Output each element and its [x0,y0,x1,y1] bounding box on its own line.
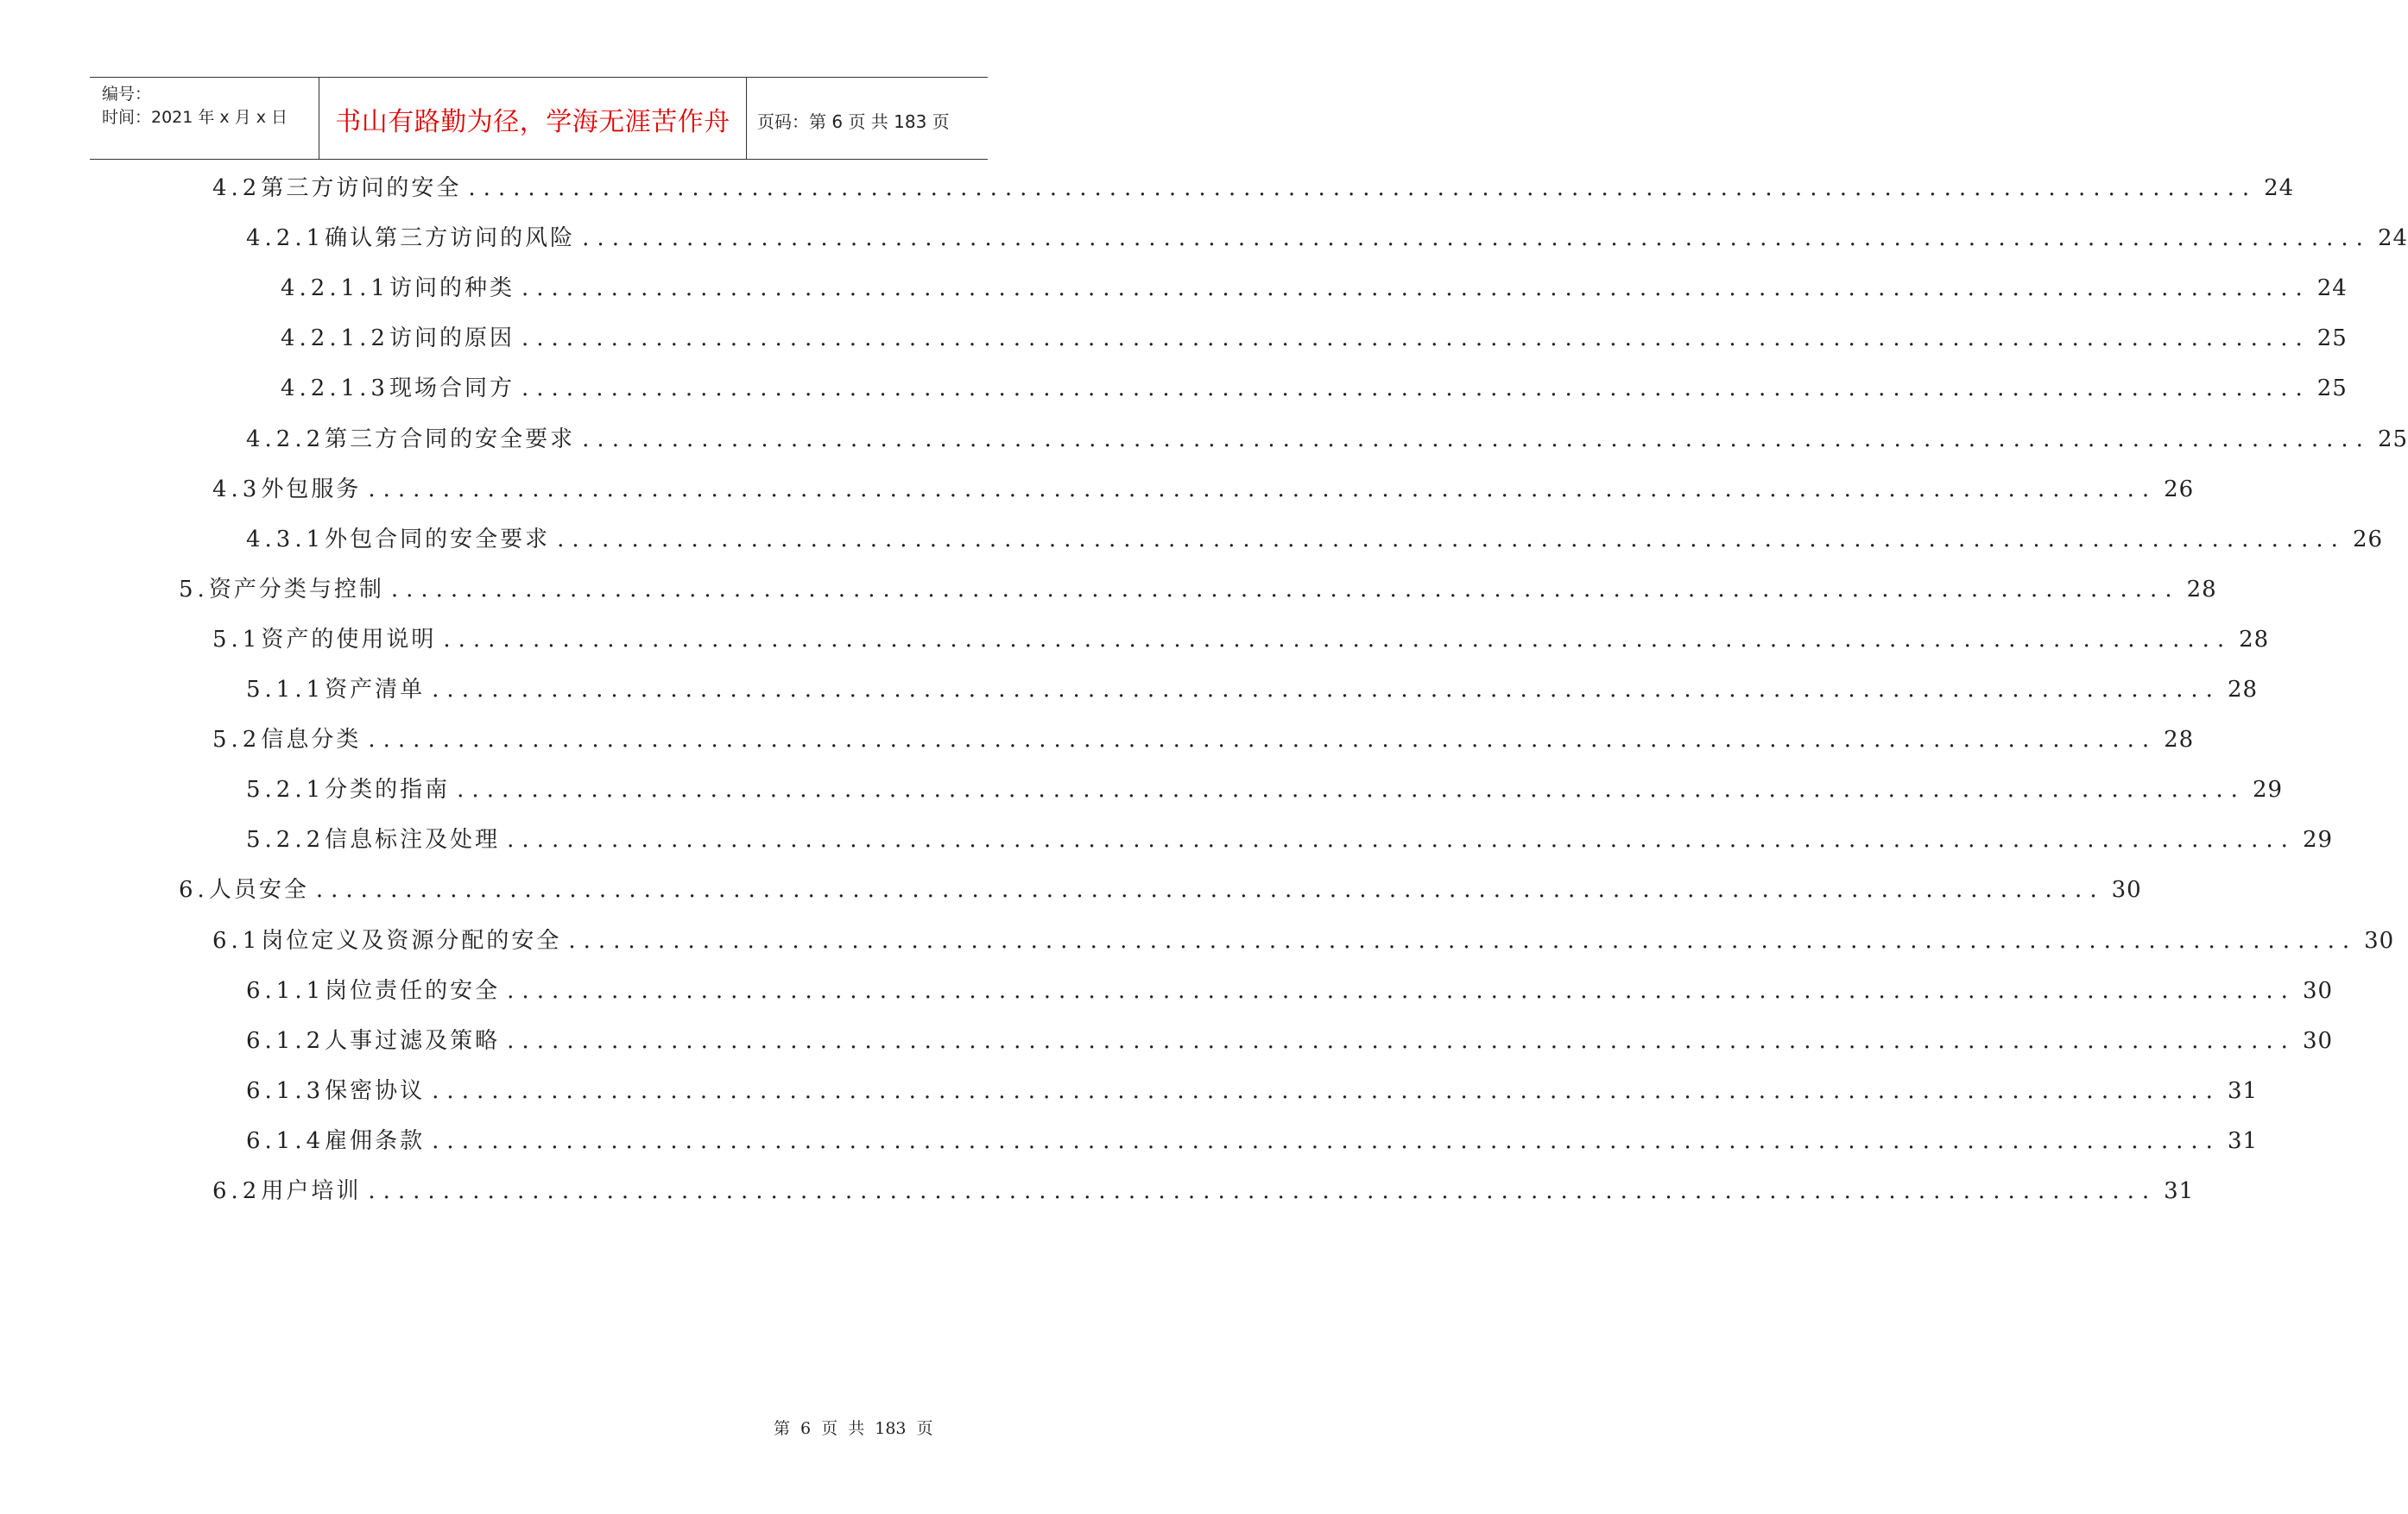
toc-entry-title: 外包合同的安全要求 [325,526,551,552]
toc-entry-number: 5.1.1 [246,677,325,703]
toc-entry[interactable] [246,521,2384,556]
toc-dot-leader: ........................................................................................................................ [443,626,2233,653]
header-page-code: 页码：第 6 页 共 183 页 [757,111,950,132]
toc-dot-leader: ........................................................................................................................ [507,827,2296,854]
toc-entry[interactable] [179,571,2217,606]
document-number-label: 编号： [102,85,152,104]
toc-entry[interactable] [179,872,2142,906]
toc-entry-title: 资产分类与控制 [208,576,384,602]
toc-dot-leader: ........................................................................................................................ [432,1077,2221,1104]
toc-entry-number: 5.2.2 [246,827,325,854]
toc-entry-number: 6. [179,877,209,904]
toc-dot-leader: ........................................................................................................................ [521,275,2310,302]
toc-entry-title: 分类的指南 [325,777,451,804]
toc-entry-page: 31 [2164,1178,2195,1204]
toc-dot-leader: ........................................................................................................................ [368,476,2158,502]
toc-entry-number: 4.2.1.2 [281,325,389,352]
toc-dot-leader: ........................................................................................................................ [521,325,2310,352]
toc-entry-title: 人员安全 [208,877,309,904]
toc-entry-title: 第三方合同的安全要求 [325,426,576,452]
toc-dot-leader: ........................................................................................................................ [368,727,2158,754]
toc-dot-leader: ........................................................................................................................ [432,1127,2221,1154]
toc-entry-title: 保密协议 [325,1077,426,1104]
toc-dot-leader: ........................................................................................................................ [390,576,2180,602]
toc-dot-leader: ........................................................................................................................ [315,877,2105,904]
toc-entry-number: 5. [179,576,209,602]
toc-entry[interactable] [212,722,2195,756]
toc-entry[interactable] [246,1023,2334,1057]
toc-entry-number: 4.2.1.1 [281,275,389,302]
toc-entry-title: 信息标注及处理 [325,827,501,854]
page-header [90,77,988,160]
toc-dot-leader: ........................................................................................................................ [368,1178,2158,1204]
toc-entry-number: 6.1 [212,927,262,954]
toc-entry[interactable] [246,772,2284,806]
toc-entry-title: 第三方访问的安全 [261,175,462,201]
toc-entry-number: 6.1.1 [246,977,325,1004]
toc-entry-number: 5.2.1 [246,777,325,804]
toc-entry-number: 6.1.2 [246,1027,325,1054]
toc-entry-title: 岗位定义及资源分配的安全 [261,927,562,954]
toc-entry-page: 26 [2164,476,2195,502]
toc-entry-page: 24 [2264,175,2295,201]
toc-entry[interactable] [212,170,2295,205]
header-motto: 书山有路勤为径，学海无涯苦作舟 [335,107,730,137]
toc-dot-leader: ........................................................................................................................ [507,977,2296,1004]
toc-entry[interactable] [246,822,2334,856]
toc-entry-page: 30 [2302,977,2334,1004]
toc-entry[interactable] [246,220,2408,255]
toc-entry-page: 25 [2316,375,2348,402]
toc-entry-title: 现场合同方 [389,375,515,402]
toc-entry-number: 4.3 [212,476,262,502]
toc-entry[interactable] [212,1173,2195,1208]
toc-entry[interactable] [281,370,2348,405]
toc-dot-leader: ........................................................................................................................ [582,426,2371,452]
toc-entry-page: 29 [2302,827,2334,854]
toc-entry-page: 30 [2111,877,2142,904]
toc-entry[interactable] [246,672,2259,706]
toc-entry-title: 信息分类 [261,727,362,754]
toc-entry-page: 28 [2164,727,2195,754]
toc-entry-page: 29 [2252,777,2284,804]
toc-entry-number: 6.2 [212,1178,262,1204]
toc-dot-leader: ........................................................................................................................ [557,526,2346,552]
toc-entry-number: 5.1 [212,626,262,653]
toc-entry-number: 6.1.3 [246,1077,325,1104]
toc-entry-number: 4.2 [212,175,262,201]
toc-entry-number: 4.2.1 [246,225,325,252]
toc-entry-page: 24 [2316,275,2348,302]
toc-entry-page: 28 [2239,626,2270,653]
toc-entry[interactable] [212,471,2195,506]
toc-entry-number: 4.2.2 [246,426,325,452]
toc-entry-title: 岗位责任的安全 [325,977,501,1004]
toc-entry[interactable] [246,421,2408,456]
toc-entry-title: 访问的原因 [389,325,515,352]
toc-entry[interactable] [246,973,2334,1007]
toc-entry-page: 25 [2377,426,2408,452]
toc-entry-page: 26 [2352,526,2384,552]
toc-dot-leader: ........................................................................................................................ [521,375,2310,402]
toc-entry-number: 5.2 [212,727,262,754]
toc-entry-number: 6.1.4 [246,1127,325,1154]
toc-entry[interactable] [246,1123,2259,1158]
header-center-cell [319,78,747,159]
toc-entry[interactable] [281,270,2348,305]
toc-entry-title: 用户培训 [261,1178,362,1204]
toc-entry-page: 24 [2377,225,2408,252]
toc-dot-leader: ........................................................................................................................ [432,677,2221,703]
toc-entry-title: 资产的使用说明 [261,626,437,653]
toc-entry-title: 雇佣条款 [325,1127,426,1154]
toc-entry-page: 31 [2227,1077,2259,1104]
toc-entry-title: 访问的种类 [389,275,515,302]
toc-entry-page: 25 [2316,325,2348,352]
header-left-cell [90,78,319,159]
header-right-cell [747,78,988,159]
toc-entry-title: 外包服务 [261,476,362,502]
toc-entry-title: 资产清单 [325,677,426,703]
toc-entry[interactable] [246,1073,2259,1107]
footer-page-number: 第 6 页 共 183 页 [774,1419,933,1438]
toc-entry-page: 30 [2364,927,2395,954]
toc-entry-number: 4.3.1 [246,526,325,552]
toc-dot-leader: ........................................................................................................................ [568,927,2358,954]
toc-entry-page: 31 [2227,1127,2259,1154]
toc-entry-page: 30 [2302,1027,2334,1054]
toc-entry-page: 28 [2227,677,2259,703]
toc-entry-number: 4.2.1.3 [281,375,389,402]
toc-entry[interactable] [212,923,2395,957]
toc-dot-leader: ........................................................................................................................ [468,175,2258,201]
toc-entry[interactable] [281,320,2348,355]
toc-entry-page: 28 [2186,576,2217,602]
toc-entry-title: 人事过滤及策略 [325,1027,501,1054]
toc-entry[interactable] [212,621,2270,656]
document-time-label: 时间：2021 年 x 月 x 日 [102,108,288,127]
toc-dot-leader: ........................................................................................................................ [582,225,2371,252]
toc-entry-title: 确认第三方访问的风险 [325,225,576,252]
toc-dot-leader: ........................................................................................................................ [507,1027,2296,1054]
toc-dot-leader: ........................................................................................................................ [457,777,2246,804]
